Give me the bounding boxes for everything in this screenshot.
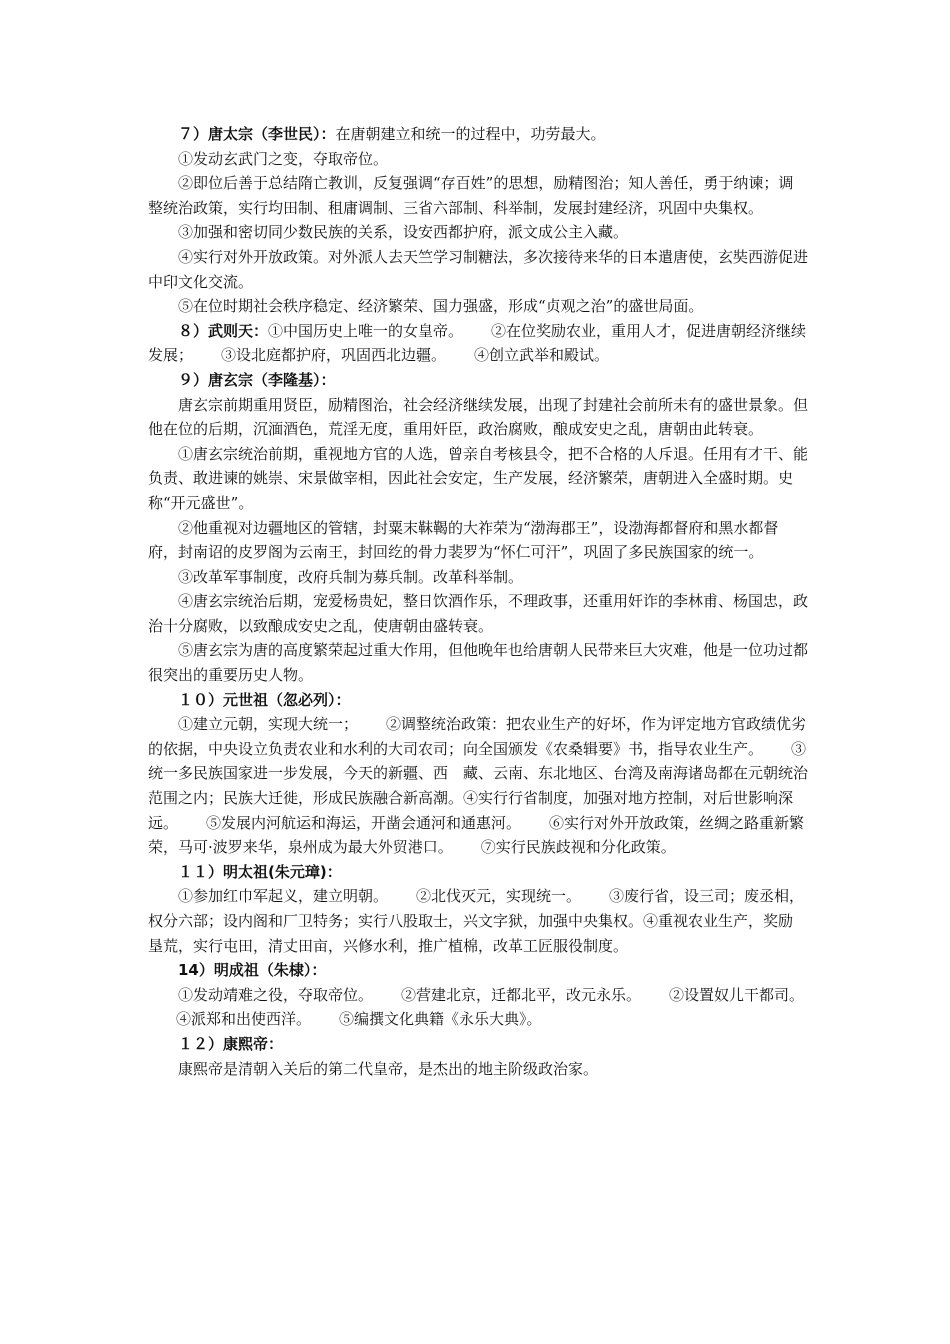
xuanzong-point-1: ①唐玄宗统治前期，重视地方官的人选，曾亲自考核县令，把不合格的人斥退。任用有才干、能负责、敢进谏的姚崇、宋景做宰相，因此社会安定，生产发展，经济繁荣，唐朝进入全盛时期。史称“开元盛世”。: [148, 444, 809, 512]
ming-taizu-item-1: ①参加红巾军起义，建立明朝。: [178, 887, 389, 906]
yuan-item-3: ③统一多民族国家进一步发展，今天的新疆、西 藏、云南、东北地区、台湾及南海诸岛都在元朝统治范围之内；民族大迁徙，形成民族融合新高潮。: [148, 739, 809, 808]
ming-taizu-item-2: ②北伐灭元，实现统一。: [416, 887, 582, 906]
yuan-heading: １０）元世祖（忽必列）：: [178, 690, 351, 709]
ming-taizu-item-4: ④重视农业生产，奖励垦荒，实行屯田，清丈田亩，兴修水利，推广植棉，改革工匠服役制度。: [148, 912, 794, 955]
document-page: [148, 122, 808, 1081]
taizong-intro: 在唐朝建立和统一的过程中，功劳最大。: [335, 125, 606, 143]
taizong-heading-line: [148, 122, 808, 147]
wuzetian-item-2: ②在位奖励农业，重用人才，促进唐朝经济继续发展；: [148, 321, 807, 365]
ming-taizu-heading: １１）明太祖(朱元璋)：: [178, 862, 342, 881]
ming-chengzu-paragraph: [148, 983, 808, 1032]
wuzetian-heading: ８）武则天：: [178, 321, 269, 340]
yuan-item-2: ②调整统治政策：把农业生产的好坏，作为评定地方官政绩优劣的依据，中央设立负责农业和水利的大司农司；向全国颁发《农桑辑要》书，指导农业生产。: [148, 715, 807, 758]
ming-chengzu-item-3: ②设置奴儿干都司。: [669, 985, 805, 1004]
wuzetian-item-1: ①中国历史上唯一的女皇帝。: [268, 321, 464, 340]
ming-chengzu-item-4: ④派郑和出使西洋。: [176, 1010, 312, 1029]
xuanzong-point-4: ④唐玄宗统治后期，宠爱杨贵妃，整日饮酒作乐，不理政事，还重用奸诈的李林甫、杨国忠，政治十分腐败，以致酿成安史之乱，使唐朝由盛转衰。: [148, 592, 809, 635]
kangxi-heading: １２）康熙帝：: [178, 1034, 284, 1053]
xuanzong-intro: 唐玄宗前期重用贤臣，励精图治，社会经济继续发展，出现了封建社会前所未有的盛世景象。但他在位的后期，沉湎酒色，荒淫无度，重用奸臣，政治腐败，酿成安史之乱，唐朝由此转衰。: [148, 395, 809, 439]
yuan-item-1: ①建立元朝，实现大统一；: [178, 715, 359, 734]
taizong-point-1: ①发动玄武门之变，夺取帝位。: [178, 149, 389, 168]
taizong-point-2: ②即位后善于总结隋亡教训，反复强调“存百姓”的思想，励精图治；知人善任，勇于纳谏；调整统治政策，实行均田制、租庸调制、三省六部制、科举制，发展封建经济，巩固中央集权。: [148, 174, 794, 217]
yuan-item-5: ⑤发展内河航运和海运，开凿会通河和通惠河。: [206, 813, 522, 832]
taizong-point-3: ③加强和密切同少数民族的关系，设安西都护府，派文成公主入藏。: [178, 223, 629, 242]
ming-chengzu-item-2: ②营建北京，迁都北平，改元永乐。: [401, 985, 642, 1004]
ming-chengzu-heading: 14）明成祖（朱棣）：: [178, 961, 327, 980]
taizong-heading: ７）唐太宗（李世民）：: [178, 125, 336, 143]
wuzetian-item-4: ④创立武举和殿试。: [474, 346, 610, 365]
taizong-point-5: ⑤在位时期社会秩序稳定、经济繁荣、国力强盛，形成“贞观之治”的盛世局面。: [178, 297, 704, 316]
kangxi-intro: 康熙帝是清朝入关后的第二代皇帝，是杰出的地主阶级政治家。: [178, 1059, 599, 1078]
yuan-item-7: ⑦实行民族歧视和分化政策。: [480, 838, 676, 857]
xuanzong-heading: ９）唐玄宗（李隆基）：: [178, 370, 336, 389]
taizong-point-4: ④实行对外开放政策。对外派人去天竺学习制糖法，多次接待来华的日本遣唐使，玄奘西游促进中印文化交流。: [148, 247, 809, 291]
wuzetian-item-3: ③设北庭都护府，巩固西北边疆。: [221, 346, 447, 365]
xuanzong-point-3: ③改革军事制度，改府兵制为募兵制。改革科举制。: [178, 567, 524, 586]
wuzetian-paragraph: [148, 319, 808, 368]
xuanzong-point-5: ⑤唐玄宗为唐的高度繁荣起过重大作用，但他晚年也给唐朝人民带来巨大灾难，他是一位功过都很突出的重要历史人物。: [148, 641, 809, 685]
ming-chengzu-item-1: ①发动靖难之役，夺取帝位。: [178, 985, 374, 1004]
yuan-paragraph: [148, 712, 808, 860]
ming-taizu-item-3: ③废行省，设三司；废丞相，权分六部；设内阁和厂卫特务；实行八股取士，兴文字狱，加强中央集权。: [148, 887, 805, 930]
ming-chengzu-item-5: ⑤编撰文化典籍《永乐大典》。: [339, 1010, 542, 1029]
yuan-item-4: ④实行行省制度，加强对地方控制，对后世影响深远。: [148, 789, 794, 832]
xuanzong-point-2: ②他重视对边疆地区的管辖，封粟末靺鞨的大祚荣为“渤海郡王”，设渤海都督府和黑水都督府，封南诏的皮罗阁为云南王，封回纥的骨力裴罗为“怀仁可汗”，巩固了多民族国家的统一。: [148, 518, 779, 562]
ming-taizu-paragraph: [148, 884, 808, 958]
yuan-item-6: ⑥实行对外开放政策，丝绸之路重新繁荣，马可·波罗来华，泉州成为最大外贸港口。: [148, 813, 805, 857]
